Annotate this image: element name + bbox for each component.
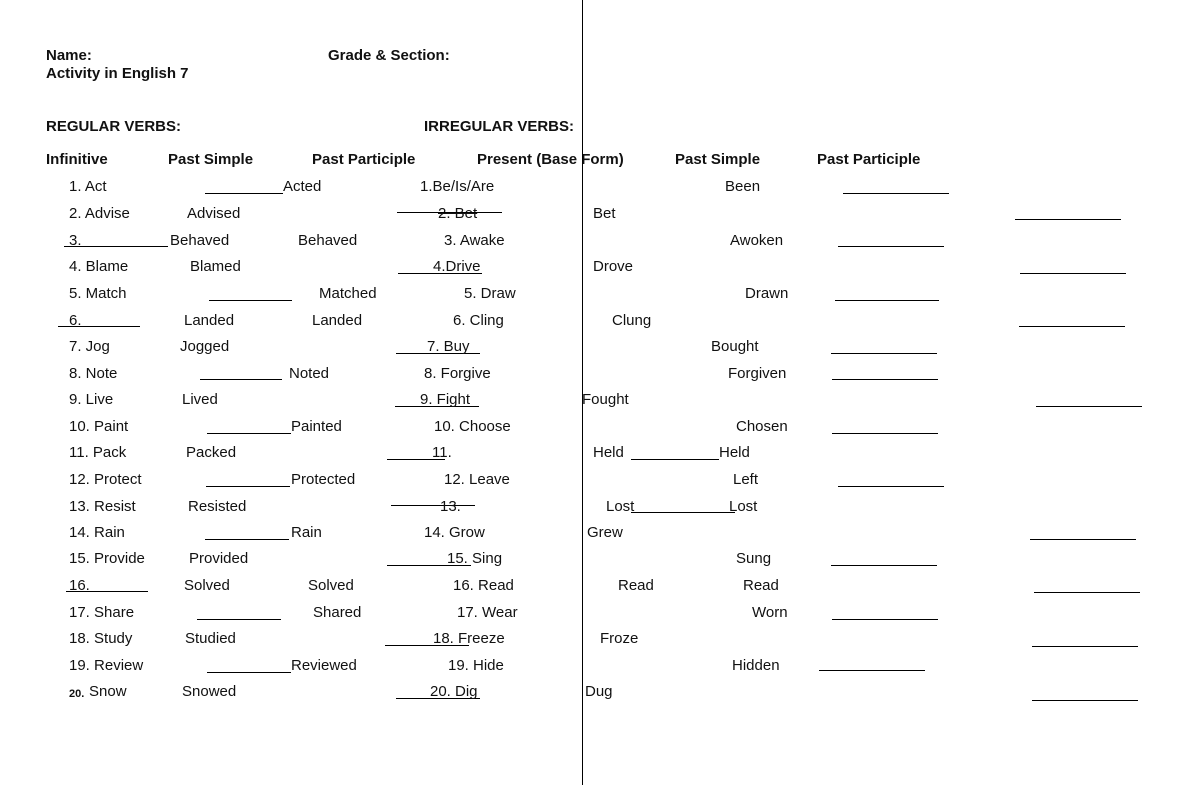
regular-infinitive-14: 14. Rain	[69, 524, 125, 541]
regular-past-participle-3: Behaved	[298, 232, 358, 249]
answer-blank[interactable]	[832, 619, 938, 620]
regular-number-20: 20.	[69, 688, 85, 700]
regular-past-participle-10: Painted	[291, 418, 342, 435]
regular-infinitive-9: 9. Live	[69, 391, 114, 408]
irregular-past-simple-13: Lost	[606, 498, 635, 515]
answer-blank[interactable]	[1034, 592, 1140, 593]
answer-blank[interactable]	[1032, 700, 1138, 701]
irregular-base-9: 9. Fight	[420, 391, 471, 408]
answer-blank[interactable]	[209, 300, 292, 301]
irregular-past-participle-16: Read	[743, 577, 779, 594]
irregular-base-8: 8. Forgive	[424, 365, 491, 382]
regular-past-participle-12: Protected	[291, 471, 356, 488]
answer-blank[interactable]	[1019, 326, 1125, 327]
irregular-past-simple-11: Held	[593, 444, 624, 461]
regular-infinitive-18: 18. Study	[69, 630, 133, 647]
answer-blank[interactable]	[831, 353, 937, 354]
irregular-past-participle-19: Hidden	[732, 657, 780, 674]
irregular-past-simple-20: Dug	[585, 683, 613, 700]
col-irregular-past-participle: Past Participle	[817, 151, 921, 168]
regular-past-participle-1: Acted	[283, 178, 322, 195]
regular-past-participle-16: Solved	[308, 577, 354, 594]
irregular-base-20: 20. Dig	[430, 683, 478, 700]
regular-infinitive-5: 5. Match	[69, 285, 127, 302]
irregular-past-participle-15: Sung	[736, 550, 772, 567]
regular-past-simple-7: Jogged	[180, 338, 230, 355]
strike-line	[391, 505, 475, 506]
regular-infinitive-4: 4. Blame	[69, 258, 129, 275]
irregular-base-11: 11.	[432, 444, 452, 461]
answer-blank[interactable]	[835, 300, 939, 301]
answer-blank[interactable]	[1030, 539, 1136, 540]
irregular-base-10: 10. Choose	[434, 418, 511, 435]
regular-infinitive-11: 11. Pack	[69, 444, 127, 461]
answer-blank[interactable]	[831, 565, 937, 566]
irregular-past-simple-4: Drove	[593, 258, 634, 275]
irregular-base-14: 14. Grow	[424, 524, 485, 541]
irregular-past-participle-5: Drawn	[745, 285, 789, 302]
regular-infinitive-7: 7. Jog	[69, 338, 110, 355]
irregular-base-13: 13.	[440, 498, 461, 515]
col-infinitive: Infinitive	[46, 151, 108, 168]
answer-blank[interactable]	[838, 246, 944, 247]
answer-blank[interactable]	[207, 672, 291, 673]
regular-infinitive-12: 12. Protect	[69, 471, 142, 488]
irregular-base-3: 3. Awake	[444, 232, 505, 249]
answer-blank[interactable]	[197, 619, 281, 620]
regular-verbs-heading: REGULAR VERBS:	[46, 118, 182, 135]
name-label: Name:	[46, 47, 92, 64]
irregular-base-12: 12. Leave	[444, 471, 510, 488]
answer-blank[interactable]	[205, 193, 283, 194]
answer-blank[interactable]	[1020, 273, 1126, 274]
grade-section-label: Grade & Section:	[328, 47, 450, 64]
regular-past-participle-14: Rain	[291, 524, 322, 541]
irregular-base-17: 17. Wear	[457, 604, 518, 621]
regular-past-simple-3: Behaved	[170, 232, 230, 249]
answer-blank[interactable]	[843, 193, 949, 194]
irregular-base-18: 18. Freeze	[433, 630, 505, 647]
col-past-participle: Past Participle	[312, 151, 416, 168]
irregular-base-6: 6. Cling	[453, 312, 504, 329]
answer-blank[interactable]	[207, 433, 291, 434]
irregular-base-2: 2. Bet	[438, 205, 478, 222]
irregular-past-participle-13: Lost	[729, 498, 758, 515]
irregular-past-participle-17: Worn	[752, 604, 788, 621]
irregular-base-16: 16. Read	[453, 577, 514, 594]
regular-past-participle-5: Matched	[319, 285, 377, 302]
answer-blank[interactable]	[819, 670, 925, 671]
col-irregular-past-simple: Past Simple	[675, 151, 761, 168]
irregular-base-19: 19. Hide	[448, 657, 504, 674]
irregular-past-participle-8: Forgiven	[728, 365, 787, 382]
col-present-base-form: Present (Base Form)	[477, 151, 624, 168]
irregular-past-simple-9: Fought	[582, 391, 629, 408]
regular-past-simple-11: Packed	[186, 444, 237, 461]
regular-infinitive-8: 8. Note	[69, 365, 118, 382]
irregular-base-5: 5. Draw	[464, 285, 516, 302]
irregular-past-participle-12: Left	[733, 471, 759, 488]
irregular-past-participle-7: Bought	[711, 338, 759, 355]
irregular-base-1: 1.Be/Is/Are	[420, 178, 495, 195]
regular-infinitive-16: 16.	[69, 577, 90, 594]
irregular-base-15: 15. Sing	[447, 550, 503, 567]
regular-past-participle-8: Noted	[289, 365, 330, 382]
irregular-past-participle-1: Been	[725, 178, 761, 195]
irregular-past-participle-3: Awoken	[730, 232, 784, 249]
regular-past-simple-13: Resisted	[188, 498, 247, 515]
answer-blank[interactable]	[631, 512, 735, 513]
regular-infinitive-2: 2. Advise	[69, 205, 130, 222]
irregular-past-simple-16: Read	[618, 577, 654, 594]
irregular-verbs-heading: IRREGULAR VERBS:	[424, 118, 575, 135]
regular-past-simple-6: Landed	[184, 312, 235, 329]
regular-past-participle-6: Landed	[312, 312, 363, 329]
regular-past-simple-9: Lived	[182, 391, 218, 408]
regular-infinitive-10: 10. Paint	[69, 418, 129, 435]
answer-blank[interactable]	[1032, 646, 1138, 647]
regular-infinitive-1: 1. Act	[69, 178, 107, 195]
irregular-past-participle-10: Chosen	[736, 418, 788, 435]
irregular-past-simple-14: Grew	[587, 524, 623, 541]
irregular-base-4: 4.Drive	[433, 258, 481, 275]
irregular-past-participle-11: Held	[719, 444, 750, 461]
regular-infinitive-3: 3.	[69, 232, 82, 249]
answer-blank[interactable]	[205, 539, 289, 540]
regular-infinitive-6: 6.	[69, 312, 82, 329]
answer-blank[interactable]	[200, 379, 282, 380]
irregular-base-7: 7. Buy	[427, 338, 470, 355]
irregular-past-simple-6: Clung	[612, 312, 652, 329]
regular-past-simple-2: Advised	[187, 205, 241, 222]
regular-past-simple-4: Blamed	[190, 258, 241, 275]
strike-line	[397, 212, 502, 213]
answer-blank[interactable]	[832, 433, 938, 434]
regular-past-simple-15: Provided	[189, 550, 249, 567]
answer-blank[interactable]	[838, 486, 944, 487]
regular-past-participle-17: Shared	[313, 604, 362, 621]
regular-past-participle-19: Reviewed	[291, 657, 357, 674]
regular-infinitive-20: Snow	[89, 683, 127, 700]
answer-blank[interactable]	[1015, 219, 1121, 220]
regular-past-simple-20: Snowed	[182, 683, 237, 700]
answer-blank[interactable]	[206, 486, 290, 487]
irregular-past-simple-18: Froze	[600, 630, 639, 647]
regular-infinitive-13: 13. Resist	[69, 498, 136, 515]
answer-blank[interactable]	[832, 379, 938, 380]
col-past-simple: Past Simple	[168, 151, 254, 168]
answer-blank[interactable]	[1036, 406, 1142, 407]
regular-infinitive-19: 19. Review	[69, 657, 144, 674]
regular-infinitive-15: 15. Provide	[69, 550, 145, 567]
regular-infinitive-17: 17. Share	[69, 604, 135, 621]
answer-blank[interactable]	[631, 459, 719, 460]
regular-past-simple-18: Studied	[185, 630, 236, 647]
irregular-past-simple-2: Bet	[593, 205, 616, 222]
activity-title: Activity in English 7	[46, 65, 189, 82]
regular-past-simple-16: Solved	[184, 577, 230, 594]
